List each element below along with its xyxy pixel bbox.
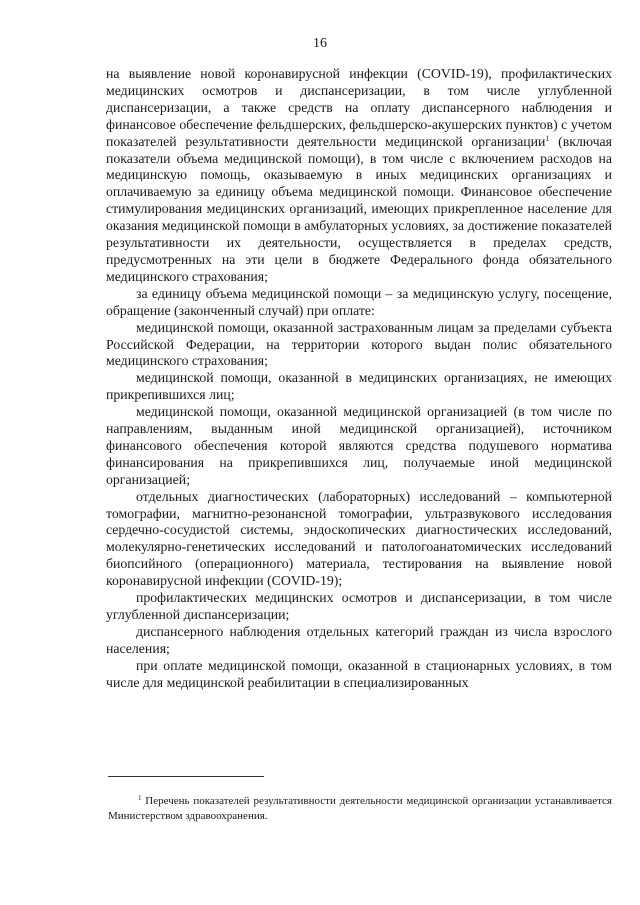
paragraph: медицинской помощи, оказанной застрахованным лицам за пределами субъекта Российской Федерации, на территории которого выдан полис обязательного медицинского страхования; xyxy=(106,319,612,369)
paragraph: медицинской помощи, оказанной медицинской организацией (в том числе по направлениям, выданным иной медицинской организацией), источником финансового обеспечения которой являются средства подушевого норматива финансирования на прикрепившихся лиц, получаемые иной медицинской организацией; xyxy=(106,404,612,487)
footnote-reference[interactable]: 1 xyxy=(545,133,550,143)
paragraph: медицинской помощи, оказанной в медицинских организациях, не имеющих прикрепившихся лиц; xyxy=(106,370,612,403)
paragraph xyxy=(106,66,612,286)
paragraph: при оплате медицинской помощи, оказанной в стационарных условиях, в том числе для медицинской реабилитации в специализированных xyxy=(106,657,612,690)
paragraph: отдельных диагностических (лабораторных) исследований – компьютерной томографии, магнитно-резонансной томографии, ультразвукового исследования сердечно-сосудистой системы, эндоскопических диагностических исследований, молекулярно-генетических исследований и патологоанатомических исследований биопсийного (операционного) материала, тестирования на выявление новой коронавирусной инфекции (COVID-19); xyxy=(106,488,612,589)
paragraph: профилактических медицинских осмотров и диспансеризации, в том числе углубленной диспансеризации; xyxy=(106,590,612,622)
footnote-text: Перечень показателей результативности деятельности медицинской организации устанавливается Министерством здравоохранения. xyxy=(108,795,612,822)
page-number: 16 xyxy=(313,36,327,51)
footnote-separator xyxy=(108,776,264,777)
footnote-marker: 1 xyxy=(138,794,142,802)
body-text xyxy=(106,66,612,692)
paragraph-text: на выявление новой коронавирусной инфекции (COVID-19), профилактических медицинских осмотров и диспансеризации, в том числе углубленной диспансеризации, а также средств на оплату диспансерного наблюдения и финансовое обеспечение фельдшерских, фельдшерско-акушерских пунктов) с учетом показателей результативности деятельности медицинской организации xyxy=(106,66,612,149)
paragraph: за единицу объема медицинской помощи – за медицинскую услугу, посещение, обращение (законченный случай) при оплате: xyxy=(106,285,612,318)
paragraph: диспансерного наблюдения отдельных категорий граждан из числа взрослого населения; xyxy=(106,623,612,656)
paragraph-text: (включая показатели объема медицинской помощи), в том числе с включением расходов на медицинскую помощь, оказываемую в иных медицинских организациях и оплачиваемую за единицу объема медицинской помощи. Финансовое обеспечение стимулирования медицинских организаций, имеющих прикрепленное население для оказания медицинской помощи в амбулаторных условиях, за достижение показателей результативности их деятельности, осуществляется в пределах средств, предусмотренных на эти цели в бюджете Федерального фонда обязательного медицинского страхования; xyxy=(106,133,612,284)
footnote xyxy=(108,794,612,824)
